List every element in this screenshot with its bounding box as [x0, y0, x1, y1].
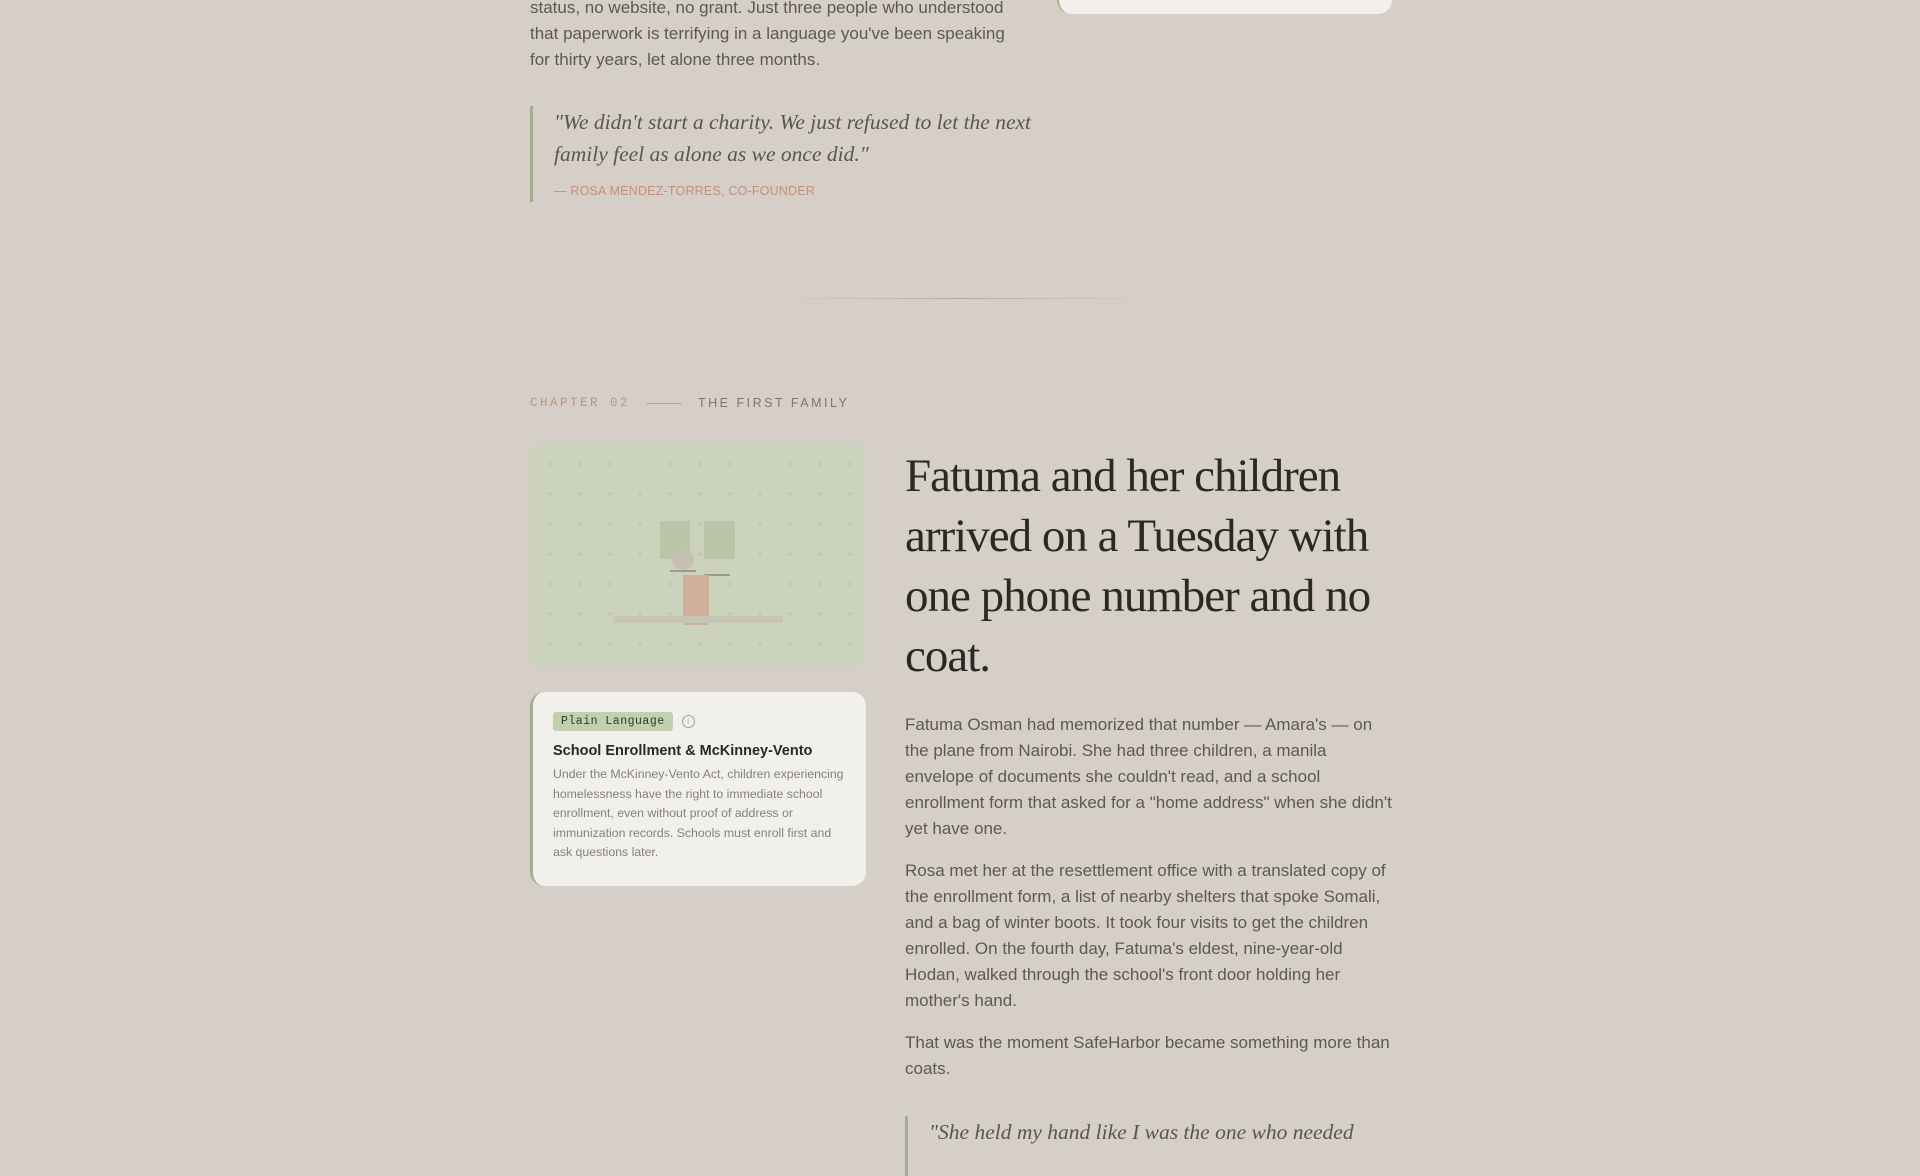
- chapter-rule: [646, 403, 682, 404]
- plain-language-card: [530, 692, 866, 886]
- intro-paragraph: status, no website, no grant. Just three people who understood that paperwork is terrifying in a language you've been speaking for thirty years, let alone three months.: [530, 0, 1005, 69]
- story-paragraph: Fatuma Osman had memorized that number — Amara's — on the plane from Nairobi. She had three children, a manila envelope of documents she couldn't read, and a school enrollment form that asked for a "home address" when she didn't yet have one.: [905, 715, 1392, 838]
- story-paragraph: Rosa met her at the resettlement office with a translated copy of the enrollment form, a list of nearby shelters that spoke Somali, and a bag of winter boots. It took four visits to get the children enrolled. On the fourth day, Fatuma's eldest, nine-year-old Hodan, walked through the school's front door holding her mother's hand.: [905, 861, 1386, 1010]
- chapter-number: CHAPTER 02: [530, 396, 631, 410]
- founder-quote: [530, 106, 1034, 202]
- sidebar-card-partial: [1057, 0, 1392, 14]
- quote-text: "She held my hand like I was the one who needed: [929, 1120, 1354, 1144]
- chapter-header: [530, 396, 849, 410]
- section-divider: [771, 298, 1151, 299]
- story-paragraph: That was the moment SafeHarbor became something more than coats.: [905, 1033, 1390, 1078]
- story-column: [905, 446, 1395, 1176]
- quote-attribution: — ROSA MENDEZ-TORRES, CO-FOUNDER: [554, 184, 816, 198]
- hodan-quote: [905, 1116, 1395, 1176]
- card-title: School Enrollment & McKinney-Vento: [553, 743, 813, 759]
- info-icon[interactable]: i: [682, 715, 695, 728]
- plain-language-badge: Plain Language: [553, 712, 673, 731]
- chapter-illustration: [530, 444, 866, 667]
- quote-text: "We didn't start a charity. We just refused to let the next family feel as alone as we once did.": [554, 110, 1032, 166]
- school-door-illustration: [530, 444, 866, 667]
- chapter-title: THE FIRST FAMILY: [698, 396, 850, 410]
- story-heading: Fatuma and her children arrived on a Tuesday with one phone number and no coat.: [905, 450, 1371, 682]
- card-body: Under the McKinney-Vento Act, children experiencing homelessness have the right to immediate school enrollment, even without proof of address or immunization records. Schools must enroll first and ask questions later.: [553, 767, 844, 859]
